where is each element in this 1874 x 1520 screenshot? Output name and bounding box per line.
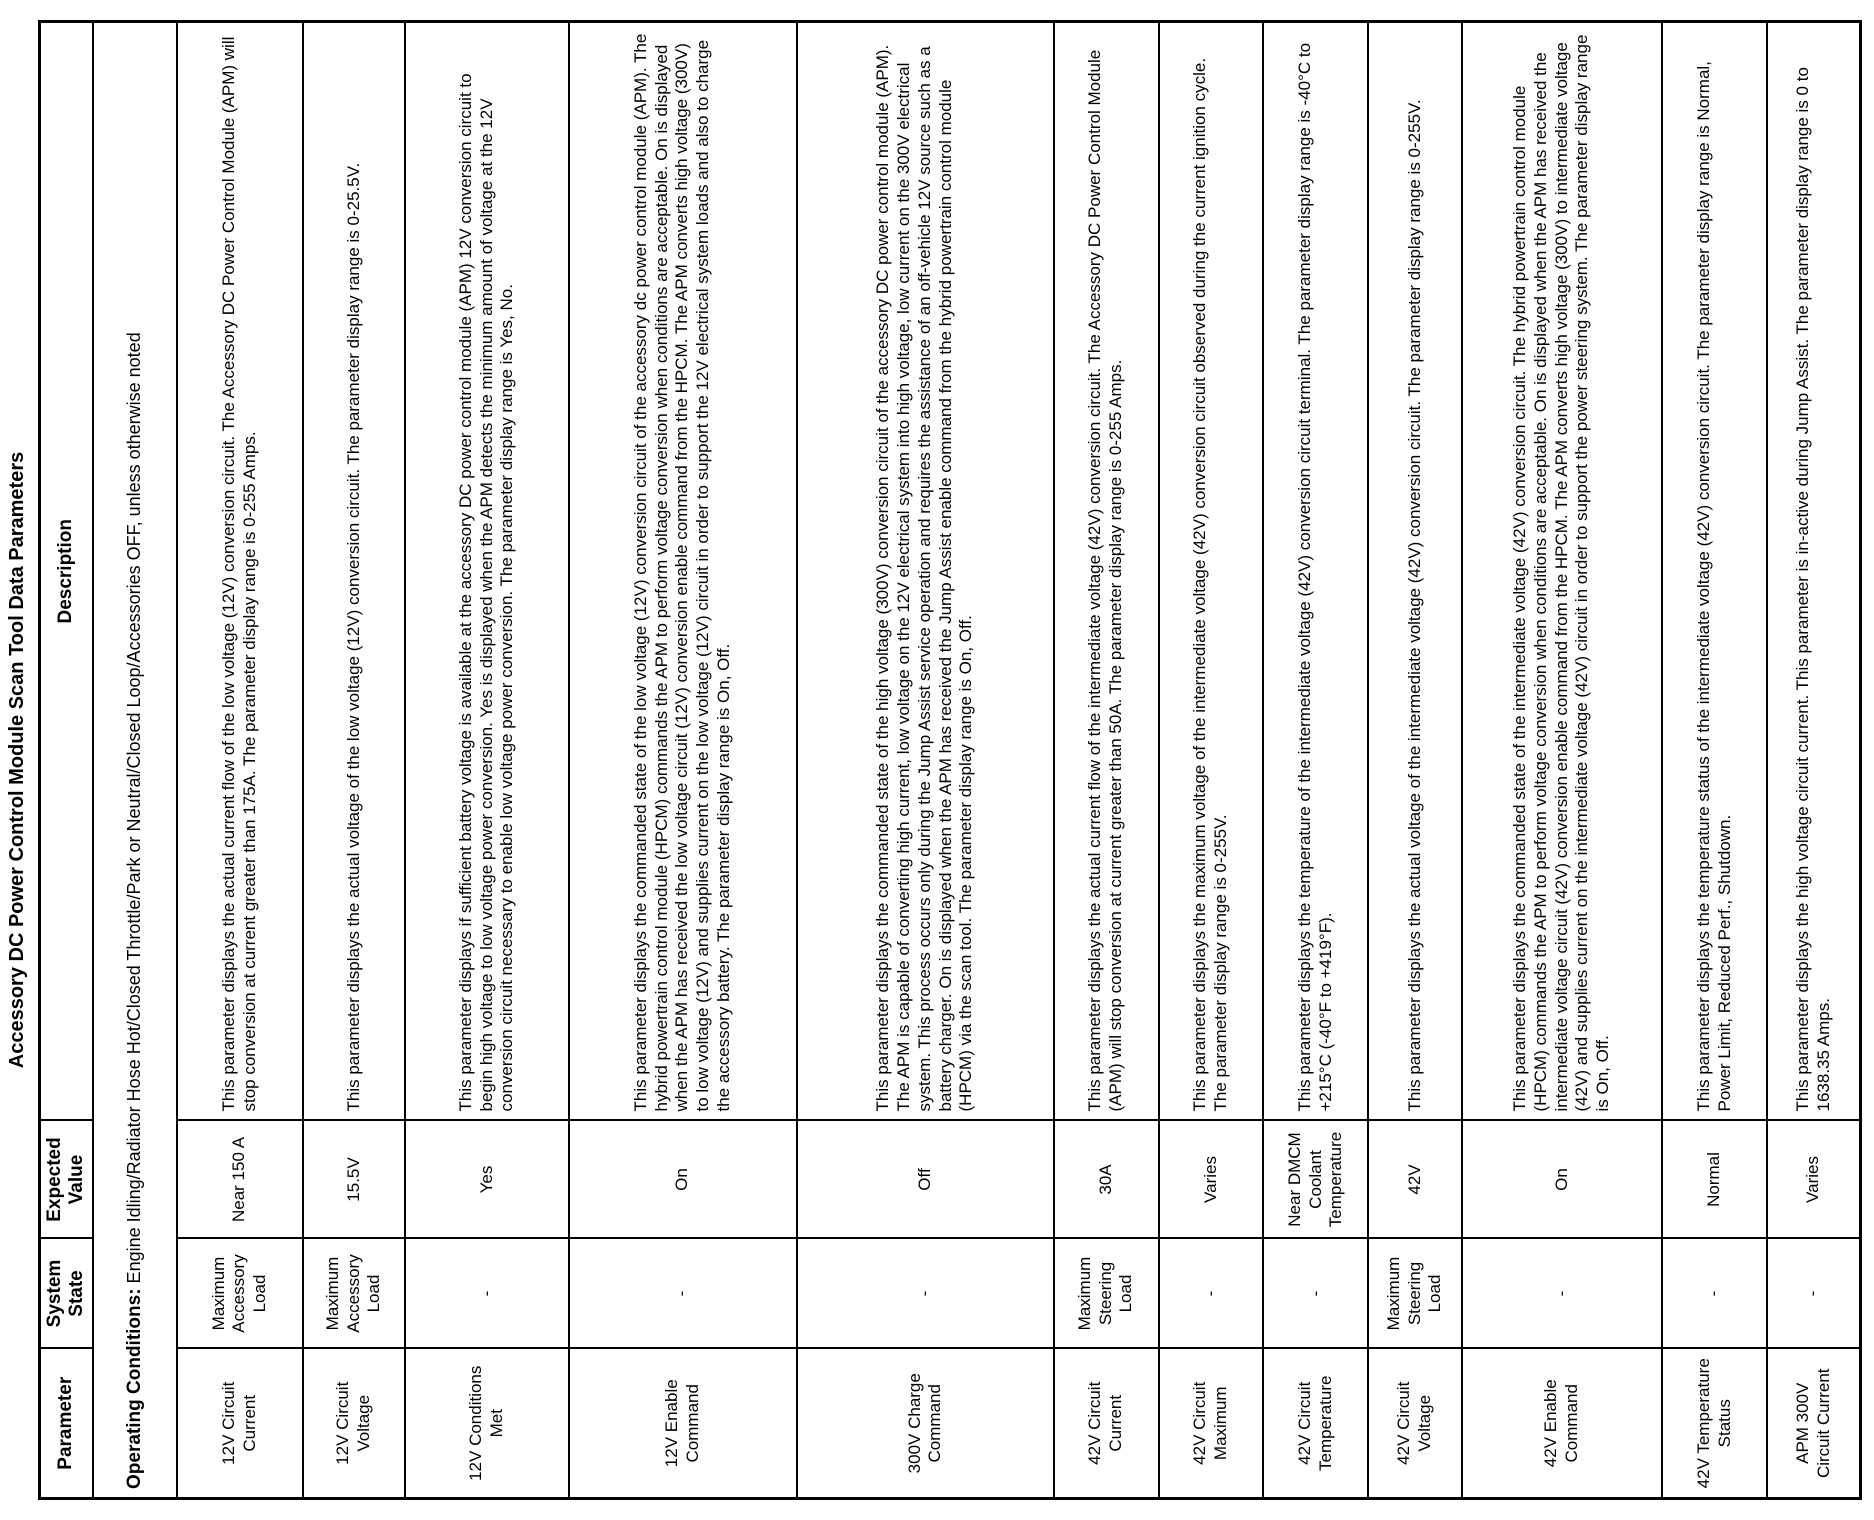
expected-value-cell: Off	[797, 1121, 1054, 1239]
description-cell: This parameter displays the commanded state of the intermediate voltage (42V) conversion circuit. The hybrid powertrain control module (HPCM) commands the APM to perform voltage conversion when conditions are acceptable. On is displayed when the APM has received the intermediate voltage circuit (42V) conversion enable command from the HPCM. The APM converts high voltage (300V) to intermediate voltage (42V) and supplies current on the intermediate voltage (42V) circuit in order to support the power steering system. The parameter display range is On, Off.	[1462, 22, 1663, 1121]
system-state-cell: Maximum Steering Load	[1368, 1239, 1461, 1349]
parameter-cell: APM 300V Circuit Current	[1767, 1349, 1860, 1499]
header-system-state: System State	[40, 1239, 93, 1349]
description-cell: This parameter displays the actual voltage of the low voltage (12V) conversion circuit. The parameter display range is 0-25.5V.	[303, 22, 406, 1121]
parameter-cell: 300V Charge Command	[797, 1349, 1054, 1499]
parameter-cell: 42V Circuit Voltage	[1368, 1349, 1461, 1499]
system-state-cell: -	[1767, 1239, 1860, 1349]
parameter-cell: 12V Enable Command	[569, 1349, 798, 1499]
table-row	[405, 22, 568, 1499]
parameters-table	[38, 20, 1862, 1500]
header-expected-value: Expected Value	[40, 1121, 93, 1239]
table-row	[797, 22, 1054, 1499]
operating-conditions	[93, 22, 177, 1499]
expected-value-cell: 15.5V	[303, 1121, 406, 1239]
system-state-cell: -	[1159, 1239, 1264, 1349]
expected-value-cell: Near DMCM Coolant Temperature	[1263, 1121, 1368, 1239]
description-cell: This parameter displays the commanded state of the high voltage (300V) conversion circuit of the accessory DC power control module (APM). The APM is capable of converting high current, low voltage on the 12V electrical system into high voltage, low current on the 300V electrical system. This process occurs only during the Jump Assist service operation and requires the assistance of an off-vehicle 12V source such as a battery charger. On is displayed when the APM has received the Jump Assist enable command from the hybrid powertrain control module (HPCM) via the scan tool. The parameter display range is On, Off.	[797, 22, 1054, 1121]
parameter-cell: 42V Circuit Maximum	[1159, 1349, 1264, 1499]
table-row	[1368, 22, 1461, 1499]
table-row	[569, 22, 798, 1499]
table-row	[1159, 22, 1264, 1499]
expected-value-cell: Varies	[1159, 1121, 1264, 1239]
system-state-cell: -	[405, 1239, 568, 1349]
expected-value-cell: Varies	[1767, 1121, 1860, 1239]
system-state-cell: -	[797, 1239, 1054, 1349]
table-row	[303, 22, 406, 1499]
description-cell: This parameter displays the actual current flow of the intermediate voltage (42V) conversion circuit. The Accessory DC Power Control Module (APM) will stop conversion at current greater than 50A. The parameter display range is 0-255 Amps.	[1054, 22, 1159, 1121]
parameter-cell: 42V Enable Command	[1462, 1349, 1663, 1499]
operating-conditions-label: Operating Conditions:	[124, 1288, 146, 1489]
parameter-cell: 12V Circuit Current	[177, 1349, 303, 1499]
parameter-cell: 42V Circuit Temperature	[1263, 1349, 1368, 1499]
expected-value-cell: Yes	[405, 1121, 568, 1239]
description-cell: This parameter displays the actual current flow of the low voltage (12V) conversion circuit. The Accessory DC Power Control Module (APM) will stop conversion at current greater than 175A. The parameter display range is 0-255 Amps.	[177, 22, 303, 1121]
expected-value-cell: On	[569, 1121, 798, 1239]
system-state-cell: Maximum Accessory Load	[177, 1239, 303, 1349]
table-header-row	[40, 22, 93, 1499]
operating-conditions-row	[93, 22, 177, 1499]
table-row	[1054, 22, 1159, 1499]
table-row	[1263, 22, 1368, 1499]
description-cell: This parameter displays the high voltage circuit current. This parameter is in-active during Jump Assist. The parameter display range is 0 to 1638.35 Amps.	[1767, 22, 1860, 1121]
operating-conditions-text: Engine Idling/Radiator Hose Hot/Closed Throttle/Park or Neutral/Closed Loop/Accessories OFF, unless otherwise noted	[124, 332, 145, 1284]
description-cell: This parameter displays the actual voltage of the intermediate voltage (42V) conversion circuit. The parameter display range is 0-255V.	[1368, 22, 1461, 1121]
expected-value-cell: Normal	[1662, 1121, 1767, 1239]
expected-value-cell: Near 150 A	[177, 1121, 303, 1239]
description-cell: This parameter displays the maximum voltage of the intermediate voltage (42V) conversion circuit observed during the current ignition cycle. The parameter display range is 0-255V.	[1159, 22, 1264, 1121]
expected-value-cell: 42V	[1368, 1121, 1461, 1239]
table-row	[1662, 22, 1767, 1499]
expected-value-cell: 30A	[1054, 1121, 1159, 1239]
parameter-cell: 42V Temperature Status	[1662, 1349, 1767, 1499]
header-parameter: Parameter	[40, 1349, 93, 1499]
parameter-cell: 42V Circuit Current	[1054, 1349, 1159, 1499]
system-state-cell: Maximum Steering Load	[1054, 1239, 1159, 1349]
system-state-cell: -	[569, 1239, 798, 1349]
parameter-cell: 12V Conditions Met	[405, 1349, 568, 1499]
parameter-cell: 12V Circuit Voltage	[303, 1349, 406, 1499]
table-row	[1767, 22, 1860, 1499]
header-description: Description	[40, 22, 93, 1121]
expected-value-cell: On	[1462, 1121, 1663, 1239]
system-state-cell: -	[1462, 1239, 1663, 1349]
system-state-cell: -	[1263, 1239, 1368, 1349]
table-row	[177, 22, 303, 1499]
document-title: Accessory DC Power Control Module Scan Tool Data Parameters	[6, 451, 28, 1069]
description-cell: This parameter displays if sufficient battery voltage is available at the accessory DC power control module (APM) 12V conversion circuit to begin high voltage to low voltage power conversion. Yes is displayed when the APM detects the minimum amount of voltage at the 12V conversion circuit necessary to enable low voltage power conversion. The parameter display range is Yes, No.	[405, 22, 568, 1121]
description-cell: This parameter displays the temperature of the intermediate voltage (42V) conversion circuit terminal. The parameter display range is -40°C to +215°C (-40°F to +419°F).	[1263, 22, 1368, 1121]
system-state-cell: Maximum Accessory Load	[303, 1239, 406, 1349]
system-state-cell: -	[1662, 1239, 1767, 1349]
description-cell: This parameter displays the temperature status of the intermediate voltage (42V) conversion circuit. The parameter display range is Normal, Power Limit, Reduced Perf., Shutdown.	[1662, 22, 1767, 1121]
description-cell: This parameter displays the commanded state of the low voltage (12V) conversion circuit of the accessory dc power control module (APM). The hybrid powertrain control module (HPCM) commands the APM to perform voltage conversion when conditions are acceptable. On is displayed when the APM has received the low voltage circuit (12V) conversion enable command from the HPCM. The APM converts high voltage (300V) to low voltage (12V) and supplies current on the low voltage (12V) circuit in order to support the 12V electrical system loads and also to charge the accessory battery. The parameter display range is On, Off.	[569, 22, 798, 1121]
table-row	[1462, 22, 1663, 1499]
